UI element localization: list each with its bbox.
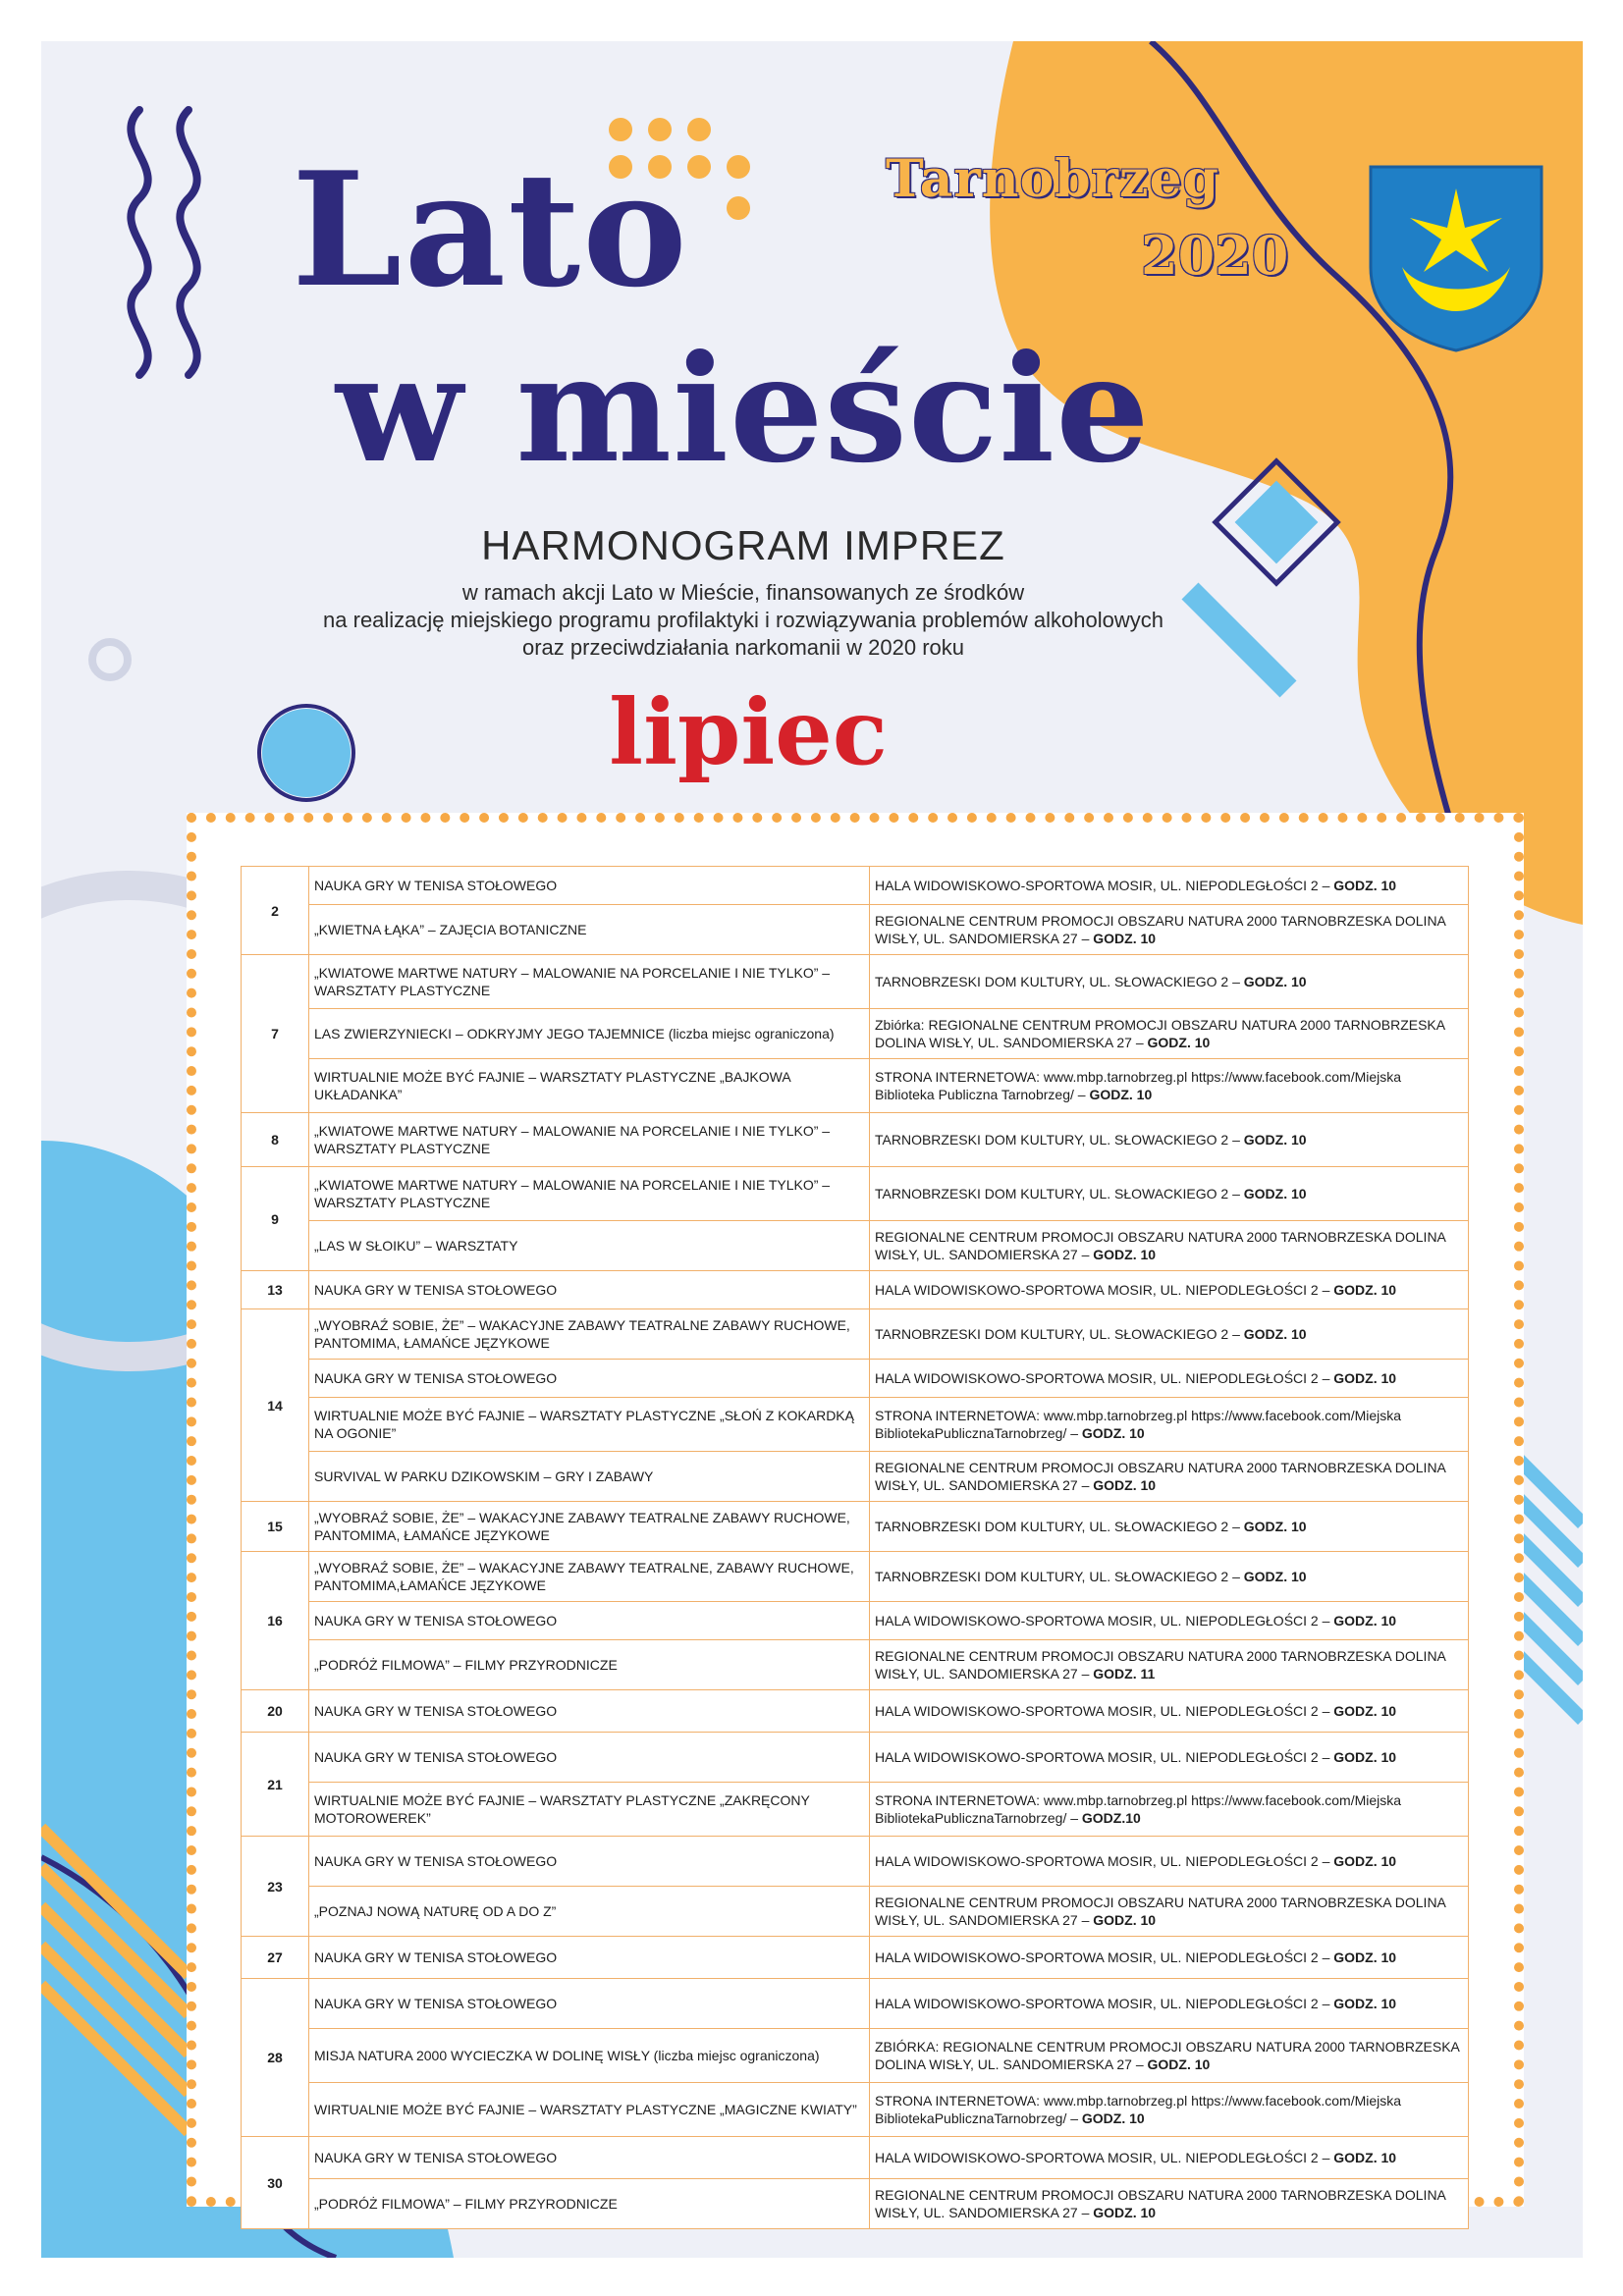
event-place: ZBIÓRKA: REGIONALNE CENTRUM PROMOCJI OBSZARU NATURA 2000 TARNOBRZESKA DOLINA WISŁY, UL. SANDOMIERSKA 27 – GODZ. 10 xyxy=(870,2029,1469,2083)
subtitle-line-2: na realizację miejskiego programu profilaktyki i rozwiązywania problemów alkoholowych xyxy=(323,608,1163,632)
event-place: HALA WIDOWISKOWO-SPORTOWA MOSIR, UL. NIEPODLEGŁOŚCI 2 – GODZ. 10 xyxy=(870,1271,1469,1309)
event-name: NAUKA GRY W TENISA STOŁOWEGO xyxy=(309,1837,870,1887)
table-row xyxy=(242,1059,1469,1113)
event-name: „LAS W SŁOIKU” – WARSZTATY xyxy=(309,1221,870,1271)
table-row xyxy=(242,1602,1469,1640)
table-row xyxy=(242,1887,1469,1937)
table-row xyxy=(242,1221,1469,1271)
schedule-table xyxy=(241,866,1469,2229)
event-place: TARNOBRZESKI DOM KULTURY, UL. SŁOWACKIEGO 2 – GODZ. 10 xyxy=(870,1167,1469,1221)
table-row xyxy=(242,1167,1469,1221)
table-row xyxy=(242,1502,1469,1552)
event-place: HALA WIDOWISKOWO-SPORTOWA MOSIR, UL. NIEPODLEGŁOŚCI 2 – GODZ. 10 xyxy=(870,1602,1469,1640)
table-row xyxy=(242,1360,1469,1398)
event-name: „KWIATOWE MARTWE NATURY – MALOWANIE NA PORCELANIE I NIE TYLKO” –WARSZTATY PLASTYCZNE xyxy=(309,1113,870,1167)
event-place: Zbiórka: REGIONALNE CENTRUM PROMOCJI OBSZARU NATURA 2000 TARNOBRZESKA DOLINA WISŁY, UL. SANDOMIERSKA 27 – GODZ. 10 xyxy=(870,1009,1469,1059)
table-row xyxy=(242,1452,1469,1502)
day-number: 9 xyxy=(242,1167,309,1271)
day-number: 28 xyxy=(242,1979,309,2137)
event-name: „POZNAJ NOWĄ NATURĘ OD A DO Z” xyxy=(309,1887,870,1937)
event-name: „WYOBRAŹ SOBIE, ŻE” – WAKACYJNE ZABAWY TEATRALNE ZABAWY RUCHOWE, PANTOMIMA, ŁAMAŃCE JĘZYKOWE xyxy=(309,1309,870,1360)
subtitle-line-3: oraz przeciwdziałania narkomanii w 2020 roku xyxy=(521,635,964,660)
event-place: TARNOBRZESKI DOM KULTURY, UL. SŁOWACKIEGO 2 – GODZ. 10 xyxy=(870,1309,1469,1360)
table-row xyxy=(242,1009,1469,1059)
event-place: REGIONALNE CENTRUM PROMOCJI OBSZARU NATURA 2000 TARNOBRZESKA DOLINA WISŁY, UL. SANDOMIERSKA 27 – GODZ. 10 xyxy=(870,1887,1469,1937)
day-number: 16 xyxy=(242,1552,309,1690)
table-row xyxy=(242,1309,1469,1360)
day-number: 20 xyxy=(242,1690,309,1733)
table-row xyxy=(242,1113,1469,1167)
event-place: REGIONALNE CENTRUM PROMOCJI OBSZARU NATURA 2000 TARNOBRZESKA DOLINA WISŁY, UL. SANDOMIERSKA 27 – GODZ. 10 xyxy=(870,2179,1469,2229)
event-name: SURVIVAL W PARKU DZIKOWSKIM – GRY I ZABAWY xyxy=(309,1452,870,1502)
event-name: NAUKA GRY W TENISA STOŁOWEGO xyxy=(309,1602,870,1640)
day-number: 30 xyxy=(242,2137,309,2229)
event-name: NAUKA GRY W TENISA STOŁOWEGO xyxy=(309,2137,870,2179)
day-number: 21 xyxy=(242,1733,309,1837)
event-name: „PODRÓŻ FILMOWA” – FILMY PRZYRODNICZE xyxy=(309,1640,870,1690)
event-place: STRONA INTERNETOWA: www.mbp.tarnobrzeg.pl https://www.facebook.com/Miejska Biblioteka Publiczna Tarnobrzeg/ – GODZ. 10 xyxy=(870,1059,1469,1113)
table-row xyxy=(242,1979,1469,2029)
event-name: „KWIATOWE MARTWE NATURY – MALOWANIE NA PORCELANIE I NIE TYLKO” – WARSZTATY PLASTYCZNE xyxy=(309,1167,870,1221)
poster-background xyxy=(41,41,1583,2258)
table-row xyxy=(242,1690,1469,1733)
event-place: REGIONALNE CENTRUM PROMOCJI OBSZARU NATURA 2000 TARNOBRZESKA DOLINA WISŁY, UL. SANDOMIERSKA 27 – GODZ. 10 xyxy=(870,1452,1469,1502)
table-row xyxy=(242,2179,1469,2229)
day-number: 23 xyxy=(242,1837,309,1937)
day-number: 27 xyxy=(242,1937,309,1979)
event-place: HALA WIDOWISKOWO-SPORTOWA MOSIR, UL. NIEPODLEGŁOŚCI 2 – GODZ. 10 xyxy=(870,1979,1469,2029)
event-name: „WYOBRAŹ SOBIE, ŻE” – WAKACYJNE ZABAWY TEATRALNE ZABAWY RUCHOWE, PANTOMIMA, ŁAMAŃCE JĘZYKOWE xyxy=(309,1502,870,1552)
event-place: HALA WIDOWISKOWO-SPORTOWA MOSIR, UL. NIEPODLEGŁOŚCI 2 – GODZ. 10 xyxy=(870,1837,1469,1887)
event-name: NAUKA GRY W TENISA STOŁOWEGO xyxy=(309,1937,870,1979)
event-name: WIRTUALNIE MOŻE BYĆ FAJNIE – WARSZTATY PLASTYCZNE „BAJKOWA UKŁADANKA” xyxy=(309,1059,870,1113)
table-row xyxy=(242,2029,1469,2083)
event-name: NAUKA GRY W TENISA STOŁOWEGO xyxy=(309,1690,870,1733)
event-name: NAUKA GRY W TENISA STOŁOWEGO xyxy=(309,1733,870,1783)
title-line-2: w mieście xyxy=(336,323,1151,496)
event-name: WIRTUALNIE MOŻE BYĆ FAJNIE – WARSZTATY PLASTYCZNE „MAGICZNE KWIATY” xyxy=(309,2083,870,2137)
event-place: HALA WIDOWISKOWO-SPORTOWA MOSIR, UL. NIEPODLEGŁOŚCI 2 – GODZ. 10 xyxy=(870,2137,1469,2179)
event-name: „KWIATOWE MARTWE NATURY – MALOWANIE NA PORCELANIE I NIE TYLKO” – WARSZTATY PLASTYCZNE xyxy=(309,955,870,1009)
day-number: 14 xyxy=(242,1309,309,1502)
event-name: WIRTUALNIE MOŻE BYĆ FAJNIE – WARSZTATY PLASTYCZNE „SŁOŃ Z KOKARDKĄ NA OGONIE” xyxy=(309,1398,870,1452)
event-place: HALA WIDOWISKOWO-SPORTOWA MOSIR, UL. NIEPODLEGŁOŚCI 2 – GODZ. 10 xyxy=(870,867,1469,905)
event-place: TARNOBRZESKI DOM KULTURY, UL. SŁOWACKIEGO 2 – GODZ. 10 xyxy=(870,955,1469,1009)
table-row xyxy=(242,1733,1469,1783)
event-name: „KWIETNA ŁĄKA” – ZAJĘCIA BOTANICZNE xyxy=(309,905,870,955)
table-row xyxy=(242,1937,1469,1979)
title-line-1: Lato xyxy=(292,137,689,322)
table-row xyxy=(242,1837,1469,1887)
schedule-heading: HARMONOGRAM IMPREZ xyxy=(481,522,1005,568)
event-place: TARNOBRZESKI DOM KULTURY, UL. SŁOWACKIEGO 2 – GODZ. 10 xyxy=(870,1502,1469,1552)
subtitle-line-1: w ramach akcji Lato w Mieście, finansowanych ze środków xyxy=(461,580,1025,605)
event-place: STRONA INTERNETOWA: www.mbp.tarnobrzeg.pl https://www.facebook.com/Miejska BibliotekaPublicznaTarnobrzeg/ – GODZ.10 xyxy=(870,1783,1469,1837)
subtitle xyxy=(41,579,1445,662)
table-row xyxy=(242,1398,1469,1452)
event-place: TARNOBRZESKI DOM KULTURY, UL. SŁOWACKIEGO 2 – GODZ. 10 xyxy=(870,1552,1469,1602)
event-name: NAUKA GRY W TENISA STOŁOWEGO xyxy=(309,1271,870,1309)
event-name: MISJA NATURA 2000 WYCIECZKA W DOLINĘ WISŁY (liczba miejsc ograniczona) xyxy=(309,2029,870,2083)
month-title: lipiec xyxy=(609,679,888,785)
event-place: STRONA INTERNETOWA: www.mbp.tarnobrzeg.pl https://www.facebook.com/Miejska BibliotekaPublicznaTarnobrzeg/ – GODZ. 10 xyxy=(870,2083,1469,2137)
event-place: REGIONALNE CENTRUM PROMOCJI OBSZARU NATURA 2000 TARNOBRZESKA DOLINA WISŁY, UL. SANDOMIERSKA 27 – GODZ. 10 xyxy=(870,905,1469,955)
event-place: HALA WIDOWISKOWO-SPORTOWA MOSIR, UL. NIEPODLEGŁOŚCI 2 – GODZ. 10 xyxy=(870,1690,1469,1733)
event-place: REGIONALNE CENTRUM PROMOCJI OBSZARU NATURA 2000 TARNOBRZESKA DOLINA WISŁY, UL. SANDOMIERSKA 27 – GODZ. 10 xyxy=(870,1221,1469,1271)
city-name: Tarnobrzeg xyxy=(886,149,1220,209)
event-place: TARNOBRZESKI DOM KULTURY, UL. SŁOWACKIEGO 2 – GODZ. 10 xyxy=(870,1113,1469,1167)
table-row xyxy=(242,2083,1469,2137)
table-row xyxy=(242,955,1469,1009)
day-number: 13 xyxy=(242,1271,309,1309)
event-place: STRONA INTERNETOWA: www.mbp.tarnobrzeg.pl https://www.facebook.com/Miejska BibliotekaPublicznaTarnobrzeg/ – GODZ. 10 xyxy=(870,1398,1469,1452)
day-number: 8 xyxy=(242,1113,309,1167)
table-row xyxy=(242,1783,1469,1837)
event-name: NAUKA GRY W TENISA STOŁOWEGO xyxy=(309,867,870,905)
event-name: NAUKA GRY W TENISA STOŁOWEGO xyxy=(309,1360,870,1398)
table-row xyxy=(242,1271,1469,1309)
event-name: NAUKA GRY W TENISA STOŁOWEGO xyxy=(309,1979,870,2029)
event-name: WIRTUALNIE MOŻE BYĆ FAJNIE – WARSZTATY PLASTYCZNE „ZAKRĘCONY MOTOROWEREK” xyxy=(309,1783,870,1837)
event-place: REGIONALNE CENTRUM PROMOCJI OBSZARU NATURA 2000 TARNOBRZESKA DOLINA WISŁY, UL. SANDOMIERSKA 27 – GODZ. 11 xyxy=(870,1640,1469,1690)
table-row xyxy=(242,905,1469,955)
event-name: „PODRÓŻ FILMOWA” – FILMY PRZYRODNICZE xyxy=(309,2179,870,2229)
table-row xyxy=(242,1640,1469,1690)
event-name: „WYOBRAŹ SOBIE, ŻE” – WAKACYJNE ZABAWY TEATRALNE, ZABAWY RUCHOWE, PANTOMIMA,ŁAMAŃCE JĘZYKOWE xyxy=(309,1552,870,1602)
day-number: 15 xyxy=(242,1502,309,1552)
event-place: HALA WIDOWISKOWO-SPORTOWA MOSIR, UL. NIEPODLEGŁOŚCI 2 – GODZ. 10 xyxy=(870,1733,1469,1783)
event-place: HALA WIDOWISKOWO-SPORTOWA MOSIR, UL. NIEPODLEGŁOŚCI 2 – GODZ. 10 xyxy=(870,1937,1469,1979)
table-row xyxy=(242,1552,1469,1602)
event-name: LAS ZWIERZYNIECKI – ODKRYJMY JEGO TAJEMNICE (liczba miejsc ograniczona) xyxy=(309,1009,870,1059)
city-crest-icon xyxy=(1363,159,1549,355)
day-number: 2 xyxy=(242,867,309,955)
year: 2020 xyxy=(1141,224,1289,287)
table-row xyxy=(242,2137,1469,2179)
table-row xyxy=(242,867,1469,905)
day-number: 7 xyxy=(242,955,309,1113)
event-place: HALA WIDOWISKOWO-SPORTOWA MOSIR, UL. NIEPODLEGŁOŚCI 2 – GODZ. 10 xyxy=(870,1360,1469,1398)
